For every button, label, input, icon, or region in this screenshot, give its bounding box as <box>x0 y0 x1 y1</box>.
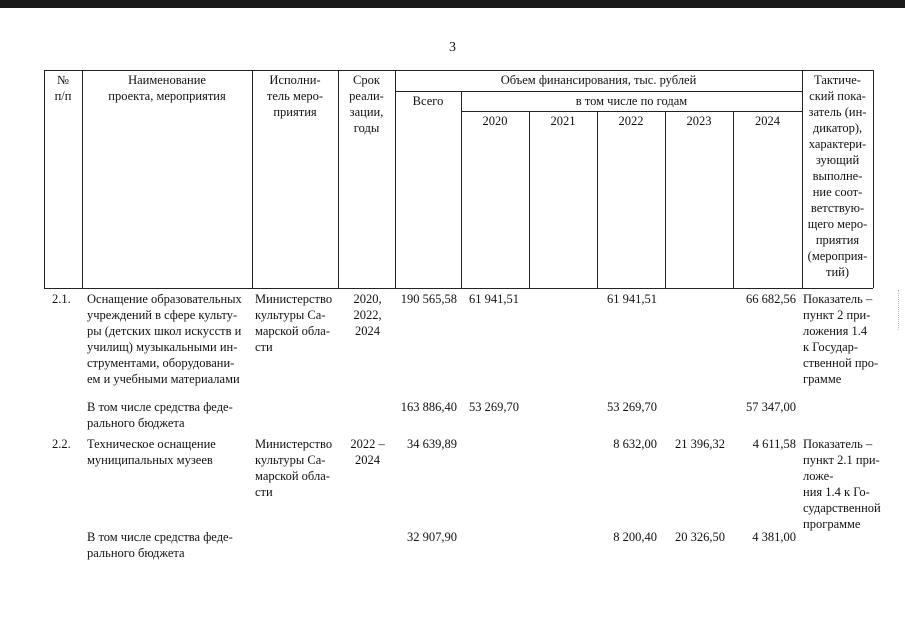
scan-top-border <box>0 0 905 8</box>
row-2020: 53 269,70 <box>469 400 519 414</box>
header-year-2024: 2024 <box>755 114 780 128</box>
row-total: 32 907,90 <box>407 530 457 544</box>
row-2023: 21 396,32 <box>675 437 725 451</box>
row-2024: 4 611,58 <box>752 437 796 451</box>
row-total: 190 565,58 <box>400 292 457 306</box>
header-term: Срок реали- зации, годы <box>349 73 384 135</box>
row-executor: Министерство культуры Са- марской обла- сти <box>255 292 333 354</box>
row-total: 163 886,40 <box>400 400 457 414</box>
row-num: 2.2. <box>52 437 71 451</box>
row-2022: 53 269,70 <box>607 400 657 414</box>
row-name: В том числе средства феде- рального бюджета <box>87 530 233 560</box>
row-2022: 8 632,00 <box>613 437 657 451</box>
row-num: 2.1. <box>52 292 71 306</box>
row-2024: 4 381,00 <box>752 530 796 544</box>
row-2022: 61 941,51 <box>607 292 657 306</box>
row-indicator: Показатель – пункт 2 при- ложения 1.4 к Государ- ственной про- грамме <box>803 292 879 386</box>
header-total: Всего <box>412 94 444 108</box>
header-executor: Исполни- тель меро- приятия <box>266 73 324 119</box>
row-total: 34 639,89 <box>407 437 457 451</box>
row-executor: Министерство культуры Са- марской обла- сти <box>255 437 333 499</box>
row-2022: 8 200,40 <box>613 530 657 544</box>
header-year-2023: 2023 <box>686 114 712 128</box>
row-2020: 61 941,51 <box>469 292 519 306</box>
row-2024: 66 682,56 <box>746 292 796 306</box>
header-year-2020: 2020 <box>482 114 508 128</box>
header-indicator: Тактиче- ский пока- затель (ин- дикатор), характери- зующий выполне- ние соот- ветствую- щего меро- приятия (мероприя- тий) <box>807 73 868 279</box>
row-term: 2020, 2022, 2024 <box>353 292 382 338</box>
row-2023: 20 326,50 <box>675 530 725 544</box>
row-term: 2022 – 2024 <box>350 437 385 467</box>
row-name: В том числе средства феде- рального бюджета <box>87 400 233 430</box>
header-by-years: в том числе по годам <box>575 94 688 108</box>
row-name: Оснащение образовательных учреждений в сфере культу- ры (детских школ искусств и училищ) музыкальными ин- струментами, оборудовани- ем и учебными материалами <box>87 292 242 386</box>
row-name: Техническое оснащение муниципальных музеев <box>87 437 216 467</box>
header-funding: Объем финансирования, тыс. рублей <box>500 73 697 87</box>
row-indicator: Показатель – пункт 2.1 при- ложе- ния 1.4 к Го- сударственной программе <box>803 437 881 531</box>
page-number: 3 <box>449 40 456 55</box>
header-year-2021: 2021 <box>550 114 576 128</box>
header-name: Наименование проекта, мероприятия <box>108 73 226 103</box>
header-year-2022: 2022 <box>618 114 644 128</box>
row-2024: 57 347,00 <box>746 400 796 414</box>
header-num: № п/п <box>54 73 72 103</box>
